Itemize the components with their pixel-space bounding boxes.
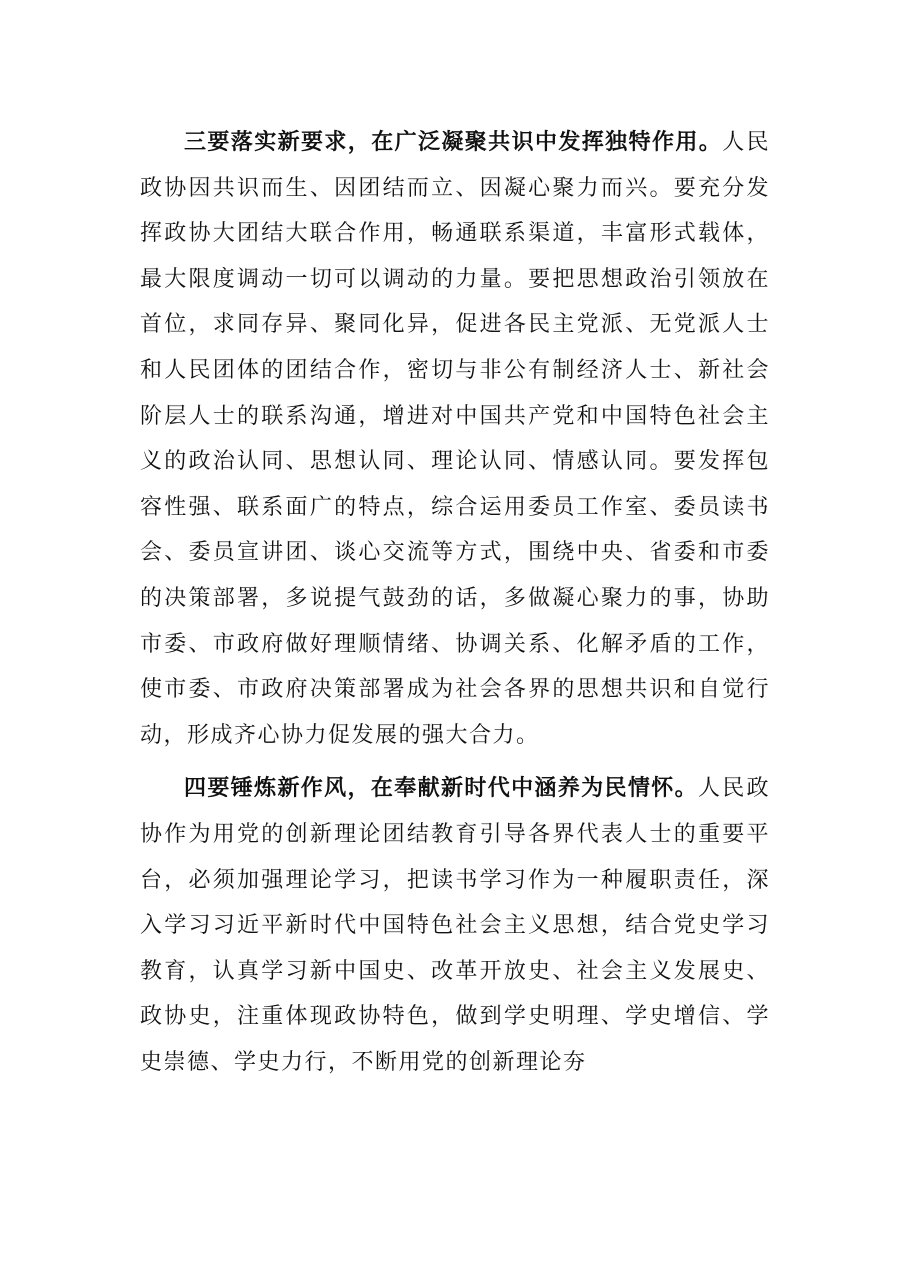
paragraph-section-3 (140, 120, 770, 758)
paragraph-section-4 (140, 766, 770, 1085)
paragraph-body-text: 人民政协作为用党的创新理论团结教育引导各界代表人士的重要平台，必须加强理论学习，把读书学习作为一种履职责任，深入学习习近平新时代中国特色社会主义思想，结合党史学习教育，认真学习新中国史、改革开放史、社会主义发展史、政协史，注重体现政协特色，做到学史明理、学史增信、学史崇德、学史力行，不断用党的创新理论夯 (140, 776, 770, 1075)
paragraph-lead-heading: 三要落实新要求，在广泛凝聚共识中发挥独特作用。 (184, 130, 723, 155)
document-body (140, 120, 770, 1085)
paragraph-body-text: 人民政协因共识而生、因团结而立、因凝心聚力而兴。要充分发挥政协大团结大联合作用，畅通联系渠道，丰富形式载体，最大限度调动一切可以调动的力量。要把思想政治引领放在首位，求同存异、聚同化异，促进各民主党派、无党派人士和人民团体的团结合作，密切与非公有制经济人士、新社会阶层人士的联系沟通，增进对中国共产党和中国特色社会主义的政治认同、思想认同、理论认同、情感认同。要发挥包容性强、联系面广的特点，综合运用委员工作室、委员读书会、委员宣讲团、谈心交流等方式，围绕中央、省委和市委的决策部署，多说提气鼓劲的话，多做凝心聚力的事，协助市委、市政府做好理顺情绪、协调关系、化解矛盾的工作，使市委、市政府决策部署成为社会各界的思想共识和自觉行动，形成齐心协力促发展的强大合力。 (140, 130, 770, 748)
paragraph-lead-heading: 四要锤炼新作风，在奉献新时代中涵养为民情怀。 (184, 776, 698, 802)
